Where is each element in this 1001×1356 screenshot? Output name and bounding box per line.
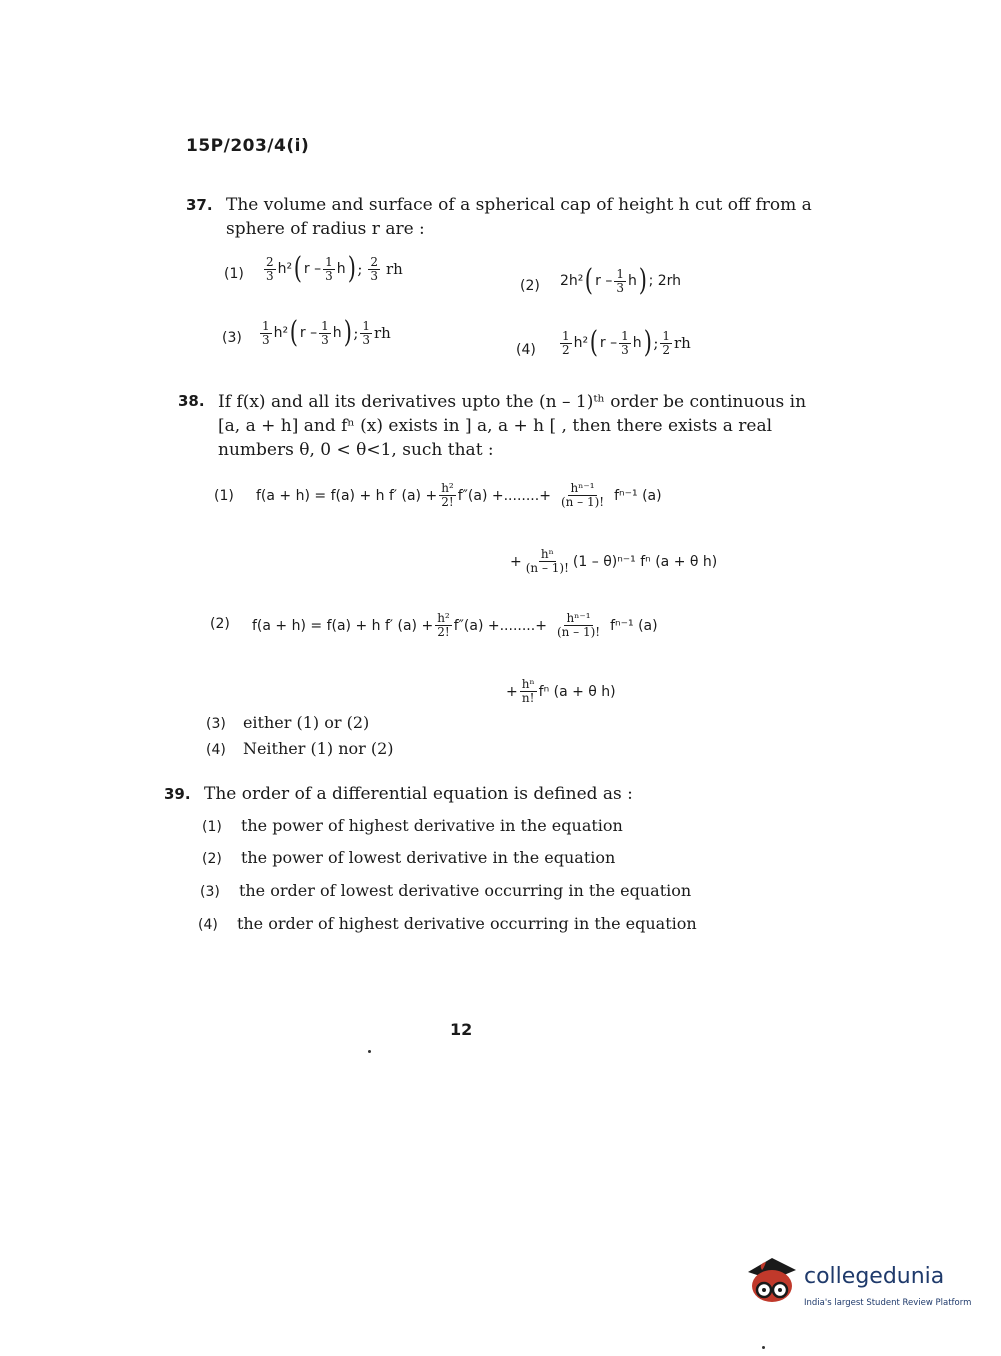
collegedunia-mascot-icon [742, 1252, 800, 1310]
question-39-text: The order of a differential equation is defined as : [204, 784, 633, 804]
q37-option-3-label: (3) [222, 330, 242, 346]
question-37-line-2: sphere of radius r are : [226, 219, 425, 239]
watermark-tagline: India's largest Student Review Platform [804, 1298, 972, 1308]
question-37-line-1: The volume and surface of a spherical cap of height h cut off from a [226, 195, 812, 215]
question-37-text [226, 193, 812, 241]
stray-mark [368, 1050, 371, 1053]
question-39-number: 39. [164, 785, 191, 803]
q37-option-2-expression: 2h² ( r – $\frac{1}{3}$ h ) ; 2rh [560, 263, 682, 298]
q38-option-4: (4) Neither (1) nor (2) [206, 739, 394, 758]
question-38-text [218, 390, 806, 462]
question-38-number: 38. [178, 392, 205, 410]
page-number: 12 [450, 1020, 473, 1039]
stray-mark [762, 1346, 765, 1349]
q37-option-4-expression: $\frac{1}{2}$ h² ( r – $\frac{1}{3}$ h ) ; $\frac{1}{2}$ rh [562, 325, 691, 360]
q39-option-4: (4) the order of highest derivative occurring in the equation [198, 914, 697, 933]
q37-option-4-label: (4) [516, 342, 536, 358]
watermark-brand: collegedunia [804, 1264, 945, 1289]
q37-option-2-label: (2) [520, 278, 540, 294]
question-37-number: 37. [186, 196, 213, 214]
question-38-line-3: numbers θ, 0 < θ<1, such that : [218, 440, 494, 460]
fraction: $\frac{2}{3}$ [266, 254, 274, 283]
q39-option-1: (1) the power of highest derivative in the equation [202, 816, 623, 835]
q38-option-1-remainder: + $\frac{\text{hⁿ}}{(n - 1)!}$ (1 – θ)ⁿ⁻¹ fⁿ (a + θ h) [510, 547, 718, 575]
q37-option-1-label: (1) [224, 266, 244, 282]
q39-option-2: (2) the power of lowest derivative in the equation [202, 848, 616, 867]
q39-option-3: (3) the order of lowest derivative occurring in the equation [200, 881, 692, 900]
paper-code: 15P/203/4(i) [186, 136, 310, 156]
q38-option-3: (3) either (1) or (2) [206, 713, 370, 732]
question-38-line-2: [a, a + h] and fⁿ (x) exists in ] a, a + h [ , then there exists a real [218, 416, 773, 436]
question-38-line-1: If f(x) and all its derivatives upto the (n – 1)ᵗʰ order be continuous in [218, 392, 807, 412]
q37-option-3-expression: $\frac{1}{3}$ h² ( r – $\frac{1}{3}$ h ) ; $\frac{1}{3}$ rh [262, 315, 391, 350]
q38-option-1-label: (1) [214, 488, 234, 504]
q38-option-1-expression: f(a + h) = f(a) + h f′ (a) + $\frac{\text{h²}}{2!}$ f″(a) +........+ $\frac{\text{hⁿ⁻¹}}{(n - 1)!}$ fⁿ⁻¹ (a) [256, 481, 662, 509]
q38-option-2-expression: f(a + h) = f(a) + h f′ (a) + $\frac{\text{h²}}{2!}$ f″(a) +........+ $\frac{\text{hⁿ⁻¹}}{(n - 1)!}$ fⁿ⁻¹ (a) [252, 611, 658, 639]
q38-option-2-remainder: + $\frac{\text{hⁿ}}{n!}$ fⁿ (a + θ h) [506, 677, 616, 705]
q37-option-1-expression: $\frac{2}{3}$ h² ( r – $\frac{1}{3}$ h ) ; $\frac{2}{3}$ rh [266, 251, 403, 286]
q38-option-2-label: (2) [210, 616, 230, 632]
